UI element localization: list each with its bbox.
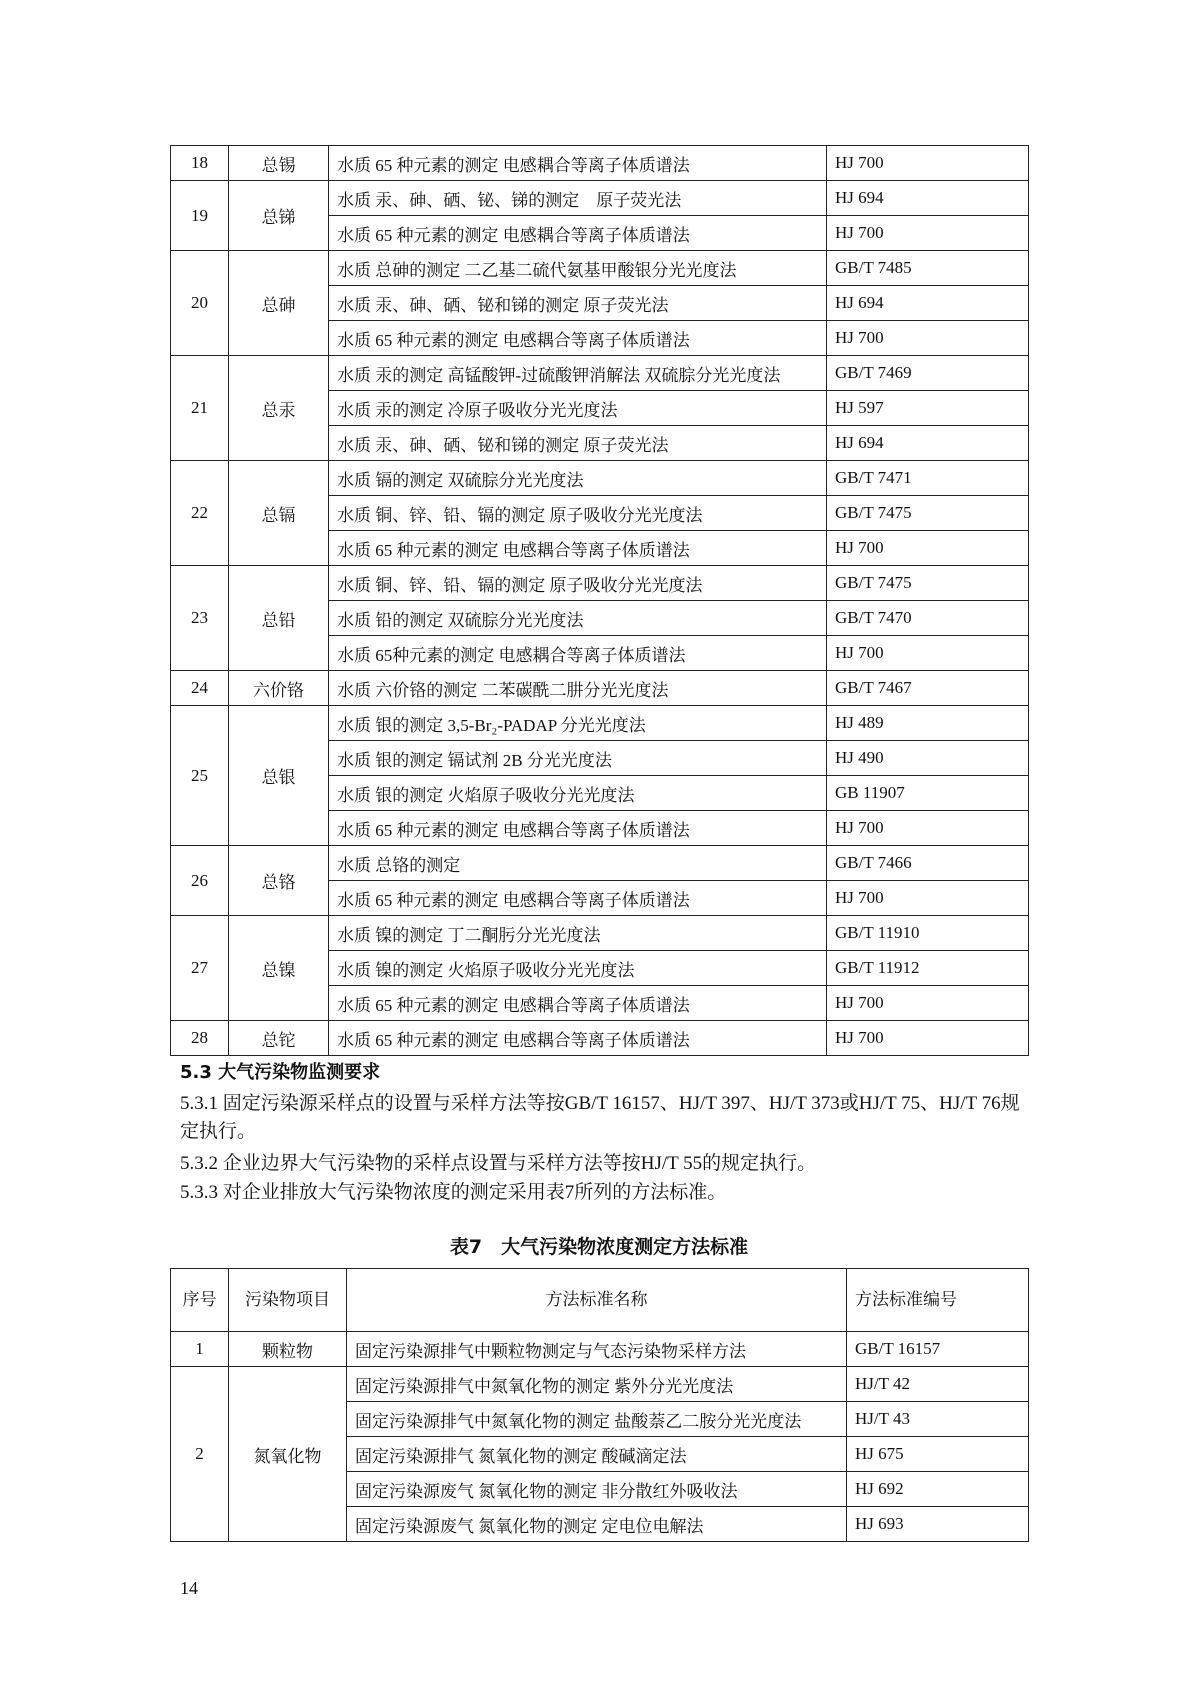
method-name: 固定污染源废气 氮氧化物的测定 非分散红外吸收法 (347, 1472, 847, 1507)
table-row (171, 181, 1029, 216)
method-name: 水质 65 种元素的测定 电感耦合等离子体质谱法 (329, 146, 827, 181)
method-name: 水质 65 种元素的测定 电感耦合等离子体质谱法 (329, 216, 827, 251)
table-row (171, 671, 1029, 706)
standard-number: GB/T 7470 (827, 601, 1029, 636)
standard-number: HJ 694 (827, 286, 1029, 321)
header-std: 方法标准编号 (847, 1269, 1029, 1332)
table-row (171, 1332, 1029, 1367)
method-name: 水质 镍的测定 火焰原子吸收分光光度法 (329, 951, 827, 986)
table-row (171, 1367, 1029, 1402)
standard-number: GB/T 7467 (827, 671, 1029, 706)
table-row (171, 251, 1029, 286)
standard-number: GB/T 16157 (847, 1332, 1029, 1367)
pollutant-item: 总砷 (229, 251, 329, 356)
table-row (171, 566, 1029, 601)
paragraph-5-3-3: 5.3.3 对企业排放大气污染物浓度的测定采用表7所列的方法标准。 (180, 1182, 727, 1203)
table-row (171, 461, 1029, 496)
method-name: 固定污染源排气 氮氧化物的测定 酸碱滴定法 (347, 1437, 847, 1472)
method-name: 水质 总砷的测定 二乙基二硫代氨基甲酸银分光光度法 (329, 251, 827, 286)
table-row (171, 1021, 1029, 1056)
standard-number: HJ 675 (847, 1437, 1029, 1472)
page-number: 14 (180, 1578, 198, 1598)
standard-number: HJ 700 (827, 146, 1029, 181)
standard-number: HJ 489 (827, 706, 1029, 741)
standard-number: GB/T 11910 (827, 916, 1029, 951)
standard-number: HJ 700 (827, 881, 1029, 916)
standard-number: HJ 700 (827, 1021, 1029, 1056)
row-number: 27 (171, 916, 229, 1021)
method-name: 水质 汞的测定 高锰酸钾-过硫酸钾消解法 双硫腙分光光度法 (329, 356, 827, 391)
standard-number: HJ 700 (827, 986, 1029, 1021)
method-name: 水质 65 种元素的测定 电感耦合等离子体质谱法 (329, 531, 827, 566)
method-name: 水质 汞的测定 冷原子吸收分光光度法 (329, 391, 827, 426)
table-row (171, 706, 1029, 741)
standard-number: GB/T 7469 (827, 356, 1029, 391)
standard-number: GB/T 7471 (827, 461, 1029, 496)
method-name: 固定污染源排气中氮氧化物的测定 盐酸萘乙二胺分光光度法 (347, 1402, 847, 1437)
method-name: 水质 铅的测定 双硫腙分光光度法 (329, 601, 827, 636)
row-number: 2 (171, 1367, 229, 1542)
method-name: 水质 汞、砷、硒、铋和锑的测定 原子荧光法 (329, 426, 827, 461)
air-methods-table (170, 1268, 1029, 1542)
pollutant-item: 总锑 (229, 181, 329, 251)
standard-number: HJ 700 (827, 636, 1029, 671)
method-name: 水质 65种元素的测定 电感耦合等离子体质谱法 (329, 636, 827, 671)
method-name: 水质 总铬的测定 (329, 846, 827, 881)
standard-number: HJ 694 (827, 426, 1029, 461)
method-name: 水质 汞、砷、硒、铋和锑的测定 原子荧光法 (329, 286, 827, 321)
table-row (171, 356, 1029, 391)
method-name: 水质 65 种元素的测定 电感耦合等离子体质谱法 (329, 881, 827, 916)
standard-number: HJ 700 (827, 811, 1029, 846)
method-name: 水质 铜、锌、铅、镉的测定 原子吸收分光光度法 (329, 496, 827, 531)
table-row (171, 146, 1029, 181)
standard-number: GB/T 7466 (827, 846, 1029, 881)
pollutant-item: 总汞 (229, 356, 329, 461)
standard-number: HJ 692 (847, 1472, 1029, 1507)
standard-number: HJ/T 43 (847, 1402, 1029, 1437)
pollutant-item: 总铅 (229, 566, 329, 671)
method-name: 固定污染源排气中颗粒物测定与气态污染物采样方法 (347, 1332, 847, 1367)
method-name: 水质 汞、砷、硒、铋、锑的测定 原子荧光法 (329, 181, 827, 216)
pollutant-item: 总铬 (229, 846, 329, 916)
row-number: 1 (171, 1332, 229, 1367)
header-item: 污染物项目 (229, 1269, 347, 1332)
standard-number: HJ 700 (827, 216, 1029, 251)
pollutant-item: 六价铬 (229, 671, 329, 706)
water-methods-table (170, 145, 1029, 1056)
paragraph-5-3-1: 5.3.1 固定污染源采样点的设置与采样方法等按GB/T 16157、HJ/T 397、HJ/T 373或HJ/T 75、HJ/T 76规定执行。 (180, 1093, 1020, 1142)
header-no: 序号 (171, 1269, 229, 1332)
standard-number: GB/T 7485 (827, 251, 1029, 286)
row-number: 23 (171, 566, 229, 671)
standard-number: GB/T 7475 (827, 566, 1029, 601)
row-number: 18 (171, 146, 229, 181)
pollutant-item: 氮氧化物 (229, 1367, 347, 1542)
pollutant-item: 颗粒物 (229, 1332, 347, 1367)
row-number: 25 (171, 706, 229, 846)
method-name: 水质 65 种元素的测定 电感耦合等离子体质谱法 (329, 321, 827, 356)
pollutant-item: 总镍 (229, 916, 329, 1021)
table-caption: 表7 大气污染物浓度测定方法标准 (449, 1236, 749, 1258)
row-number: 24 (171, 671, 229, 706)
standard-number: HJ/T 42 (847, 1367, 1029, 1402)
method-name: 水质 六价铬的测定 二苯碳酰二肼分光光度法 (329, 671, 827, 706)
row-number: 20 (171, 251, 229, 356)
row-number: 21 (171, 356, 229, 461)
method-name: 水质 银的测定 3,5-Br₂-PADAP 分光光度法 (329, 706, 827, 741)
standard-number: HJ 694 (827, 181, 1029, 216)
method-name: 水质 65 种元素的测定 电感耦合等离子体质谱法 (329, 1021, 827, 1056)
standard-number: GB/T 7475 (827, 496, 1029, 531)
method-name: 固定污染源废气 氮氧化物的测定 定电位电解法 (347, 1507, 847, 1542)
header-method: 方法标准名称 (347, 1269, 847, 1332)
row-number: 28 (171, 1021, 229, 1056)
section-heading: 5.3 大气污染物监测要求 (180, 1062, 381, 1083)
table-header-row (171, 1269, 1029, 1332)
standard-number: GB/T 11912 (827, 951, 1029, 986)
standard-number: HJ 700 (827, 321, 1029, 356)
method-name: 水质 镍的测定 丁二酮肟分光光度法 (329, 916, 827, 951)
method-name: 水质 65 种元素的测定 电感耦合等离子体质谱法 (329, 811, 827, 846)
method-name: 水质 银的测定 火焰原子吸收分光光度法 (329, 776, 827, 811)
table-row (171, 846, 1029, 881)
method-name: 水质 65 种元素的测定 电感耦合等离子体质谱法 (329, 986, 827, 1021)
paragraph-5-3-2: 5.3.2 企业边界大气污染物的采样点设置与采样方法等按HJ/T 55的规定执行。 (180, 1153, 817, 1174)
method-name: 水质 银的测定 镉试剂 2B 分光光度法 (329, 741, 827, 776)
method-name: 水质 镉的测定 双硫腙分光光度法 (329, 461, 827, 496)
method-name: 水质 铜、锌、铅、镉的测定 原子吸收分光光度法 (329, 566, 827, 601)
row-number: 19 (171, 181, 229, 251)
standard-number: HJ 597 (827, 391, 1029, 426)
standard-number: GB 11907 (827, 776, 1029, 811)
standard-number: HJ 700 (827, 531, 1029, 566)
row-number: 26 (171, 846, 229, 916)
standard-number: HJ 490 (827, 741, 1029, 776)
pollutant-item: 总银 (229, 706, 329, 846)
table-row (171, 916, 1029, 951)
method-name: 固定污染源排气中氮氧化物的测定 紫外分光光度法 (347, 1367, 847, 1402)
pollutant-item: 总铊 (229, 1021, 329, 1056)
standard-number: HJ 693 (847, 1507, 1029, 1542)
pollutant-item: 总镉 (229, 461, 329, 566)
pollutant-item: 总锡 (229, 146, 329, 181)
row-number: 22 (171, 461, 229, 566)
